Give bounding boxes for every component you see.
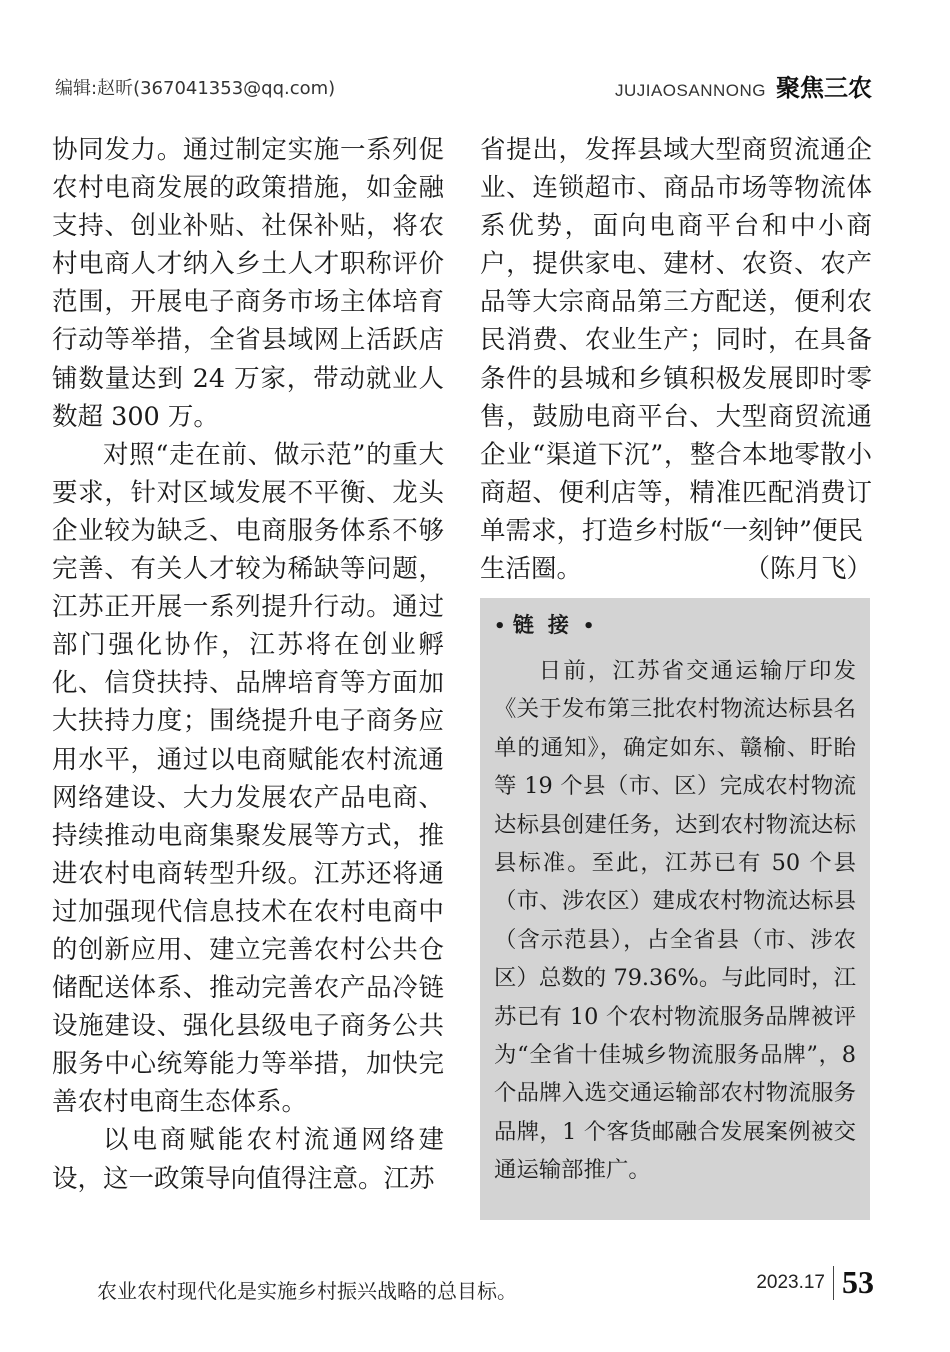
sidebar-title xyxy=(494,610,856,642)
author-byline: （陈月飞） xyxy=(744,554,872,585)
editor-credit: 编辑:赵昕(367041353@qq.com) xyxy=(55,78,336,99)
article-column-right xyxy=(480,131,872,588)
article-paragraph: 以电商赋能农村流通网络建设，这一政策导向值得注意。江苏 xyxy=(52,1125,444,1194)
article-last-line: 生活圈。 xyxy=(480,554,583,585)
link-sidebar xyxy=(480,598,870,1220)
footer-divider xyxy=(833,1266,834,1300)
section-name-en: JUJIAOSANNONG xyxy=(614,81,766,100)
page-number: 53 xyxy=(842,1264,874,1300)
article-paragraph: 对照“走在前、做示范”的重大要求，针对区域发展不平衡、龙头企业较为缺乏、电商服务体系不够完善、有关人才较为稀缺等问题，江苏正开展一系列提升行动。通过部门强化协作，江苏将在创业孵化、信贷扶持、品牌培育等方面加大扶持力度；围绕提升电子商务应用水平，通过以电商赋能农村流通网络建设、大力发展农产品电商、持续推动电商集聚发展等方式，推进农村电商转型升级。江苏还将通过加强现代信息技术在农村电商中的创新应用、建立完善农村公共仓储配送体系、推动完善农产品冷链设施建设、强化县级电子商务公共服务中心统筹能力等举措，加快完善农村电商生态体系。 xyxy=(52,439,444,1118)
issue-number: 2023.17 xyxy=(756,1271,825,1293)
footer-slogan: 农业农村现代化是实施乡村振兴战略的总目标。 xyxy=(97,1279,517,1303)
sidebar-title-text: 链接 xyxy=(512,613,583,637)
bullet-dot-icon: • xyxy=(582,616,595,637)
article-column-left xyxy=(52,131,444,1198)
bullet-dot-icon: • xyxy=(494,616,506,637)
article-paragraph: 协同发力。通过制定实施一系列促农村电商发展的政策措施，如金融支持、创业补贴、社保补贴，将农村电商人才纳入乡土人才职称评价范围，开展电子商务市场主体培育行动等举措，全省县域网上活跃店铺数量达到 24 万家，带动就业人数超 300 万。 xyxy=(52,135,444,432)
section-name-cn: 聚焦三农 xyxy=(776,74,872,102)
article-paragraph: 省提出，发挥县域大型商贸流通企业、连锁超市、商品市场等物流体系优势，面向电商平台和中小商户，提供家电、建材、农资、农产品等大宗商品第三方配送，便利农民消费、农业生产；同时，在具备条件的县城和乡镇积极发展即时零售，鼓励电商平台、大型商贸流通企业“渠道下沉”，整合本地零散小商超、便利店等，精准匹配消费订单需求，打造乡村版“一刻钟”便民 xyxy=(480,135,872,546)
footer-pagination xyxy=(756,1264,874,1301)
closing-line xyxy=(480,550,872,588)
section-header xyxy=(615,68,872,103)
sidebar-body: 日前，江苏省交通运输厅印发《关于发布第三批农村物流达标县名单的通知》，确定如东、赣榆、盱眙等 19 个县（市、区）完成农村物流达标县创建任务，达到农村物流达标县标准。至此，江苏已有 50 个县（市、涉农区）建成农村物流达标县（含示范县），占全省县（市、涉农区）总数的 79.36%。与此同时，江苏已有 10 个农村物流服务品牌被评为“全省十佳城乡物流服务品牌”，8 个品牌入选交通运输部农村物流服务品牌，1 个客货邮融合发展案例被交通运输部推广。 xyxy=(494,658,856,1184)
